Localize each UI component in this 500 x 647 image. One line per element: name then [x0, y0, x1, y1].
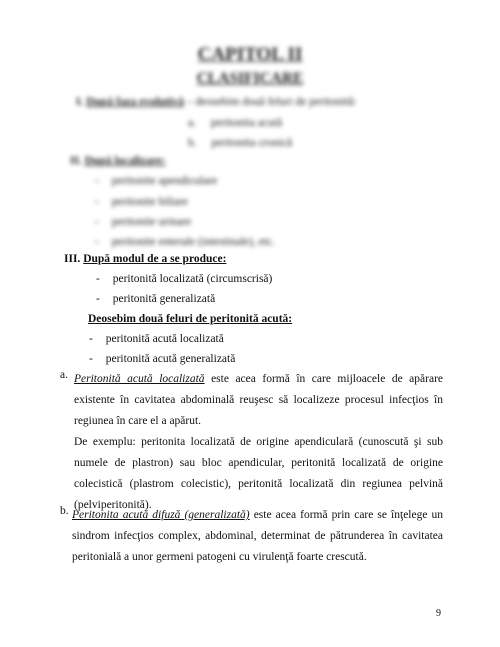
list-marker: b.	[188, 137, 197, 149]
section-2-item	[95, 175, 217, 187]
list-item-text: peritonita cronică	[211, 137, 293, 149]
paragraph-b-term: Peritonita acută difuză (generalizată)	[72, 509, 250, 521]
paragraph-line: De exemplu: peritonita localizată de origine apendiculară (cunoscută şi sub	[74, 436, 443, 448]
list-marker: -	[95, 216, 99, 228]
section-2-item	[95, 196, 188, 208]
section-2-number: II.	[70, 155, 82, 167]
paragraph-line: existente în cavitatea abdominală reuşesc să localizeze procesul infecţios în	[74, 394, 443, 406]
section-1-number: I.	[76, 96, 84, 108]
paragraph-line: numele de plastron) sau bloc apendicular, peritonită localizată de origine	[74, 457, 443, 469]
list-marker: -	[89, 353, 93, 365]
section-2-heading-line	[70, 155, 165, 167]
section-3-subitem	[89, 353, 235, 365]
section-3-subitem	[89, 333, 224, 345]
section-1-heading: După faza evolutivă	[86, 96, 184, 108]
paragraph-b	[72, 505, 443, 568]
section-3-heading: După modul de a se produce:	[83, 253, 227, 265]
list-item-text: peritonite urinare	[111, 216, 192, 228]
section-1-item	[188, 137, 292, 149]
section-3-item	[96, 293, 215, 305]
list-item-text: peritonită acută localizată	[105, 333, 224, 345]
paragraph-line	[74, 369, 443, 390]
section-3-number: III.	[64, 253, 81, 265]
paragraph-a-term: Peritonită acută localizată	[74, 373, 205, 385]
section-3-heading-line	[64, 253, 226, 265]
list-item-text: peritonită localizată (circumscrisă)	[112, 273, 273, 285]
list-marker: a.	[188, 117, 196, 129]
list-marker: -	[95, 196, 99, 208]
paragraph-b-marker: b.	[60, 505, 69, 517]
list-marker: -	[89, 333, 93, 345]
list-item-text: peritonită generalizată	[112, 293, 216, 305]
page-number: 9	[436, 608, 441, 619]
list-item-text: peritonite enterale (intestinale), etc.	[111, 236, 275, 248]
chapter-subtitle: CLASIFICARE	[196, 70, 304, 87]
paragraph-a-marker: a.	[60, 369, 68, 381]
section-2-heading: După localizare:	[84, 155, 166, 167]
list-marker: -	[95, 236, 99, 248]
line-text: este acea formă în care mijloacele de apărare	[204, 373, 444, 385]
section-1-item	[188, 117, 282, 129]
paragraph-line: (pelviperitonită).	[74, 499, 152, 511]
chapter-title: CAPITOL II	[197, 44, 303, 65]
section-1-text: – deosebim două feluri de peritonită:	[183, 96, 357, 108]
section-1-heading-line	[76, 96, 356, 108]
section-3-item	[96, 273, 272, 285]
list-item-text: peritonită acută generalizată	[105, 353, 236, 365]
paragraph-line: sindrom infecţios complex, abdominal, determinat de pătrunderea în cavitatea	[72, 530, 443, 542]
paragraph-a	[74, 369, 443, 516]
paragraph-line: colecistică (plastrom colecistic), peritonită localizată din regiunea pelvină	[74, 478, 443, 490]
list-marker: -	[96, 273, 100, 285]
paragraph-line: regiunea în care el a apărut.	[74, 415, 202, 427]
paragraph-line: peritonială a unor germeni patogeni cu virulenţă foarte crescută.	[72, 551, 367, 563]
list-marker: -	[96, 293, 100, 305]
section-2-item	[95, 216, 191, 228]
list-marker: -	[95, 175, 99, 187]
line-text: este acea formă prin care se înţelege un	[249, 509, 444, 521]
section-3-subheading: Deosebim două feluri de peritonită acută:	[88, 313, 293, 325]
list-item-text: peritonite apendiculare	[111, 175, 218, 187]
list-item-text: peritonita acută	[210, 117, 283, 129]
paragraph-line	[72, 505, 443, 526]
list-item-text: peritonite biliare	[111, 196, 189, 208]
section-2-item	[95, 236, 275, 248]
